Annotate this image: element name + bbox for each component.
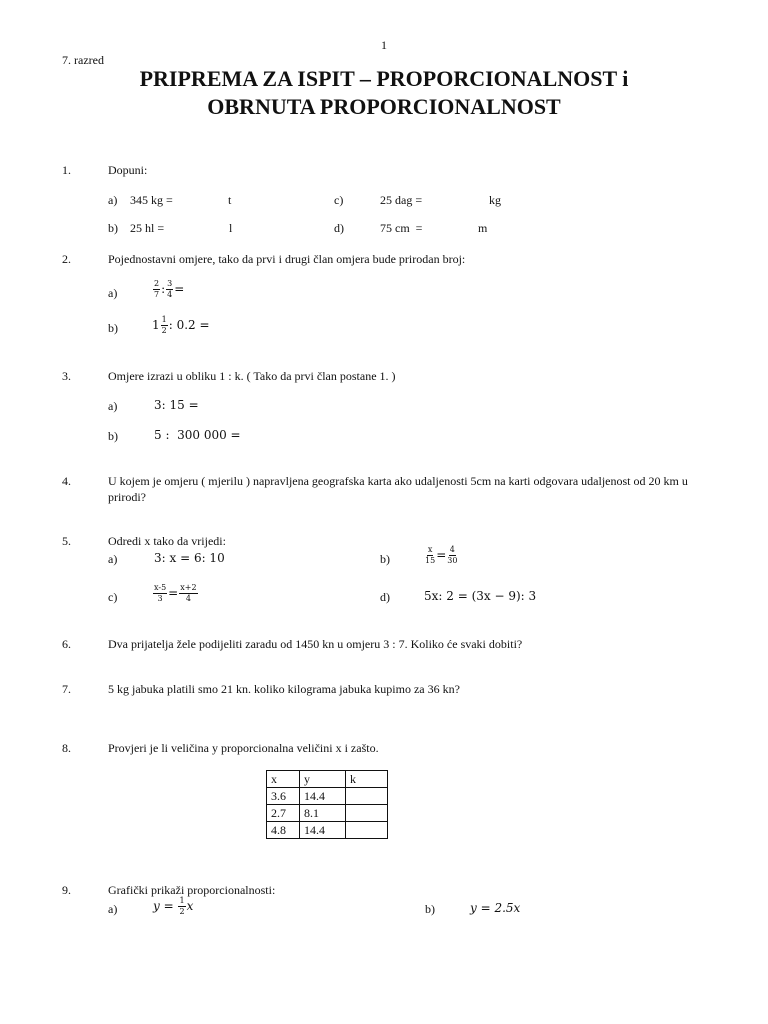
table-cell (346, 822, 388, 839)
title-line-2: OBRNUTA PROPORCIONALNOST (207, 94, 561, 119)
table-header-cell: x (267, 771, 300, 788)
item-label: b) (108, 221, 118, 235)
question-number: 6. (62, 637, 71, 651)
question-number: 2. (62, 252, 71, 266)
item-expression: 5x: 2 = (3x − 9): 3 (424, 589, 537, 603)
item-expression: 25 dag = (380, 193, 423, 207)
table-header-cell: k (346, 771, 388, 788)
question-text: Pojednostavni omjere, tako da prvi i drugi član omjera bude prirodan broj: (108, 252, 466, 266)
item-expression: 3: 15 = (154, 398, 199, 412)
fraction: $\frac{x}{15}$ (425, 545, 436, 565)
question-number: 7. (62, 682, 71, 696)
item-label: a) (108, 399, 118, 413)
item-expression: y = 2.5x (470, 901, 521, 915)
item-label: a) (108, 552, 118, 566)
item-unit: l (229, 221, 233, 235)
item-expression: 345 kg = (130, 193, 173, 207)
question-text: Dopuni: (108, 163, 148, 177)
grade-label: 7. razred (62, 53, 104, 67)
question-text: U kojem je omjeru ( mjerilu ) napravljena geografska karta ako udaljenosti 5cm na karti odgovara udaljenost od 20 km u prirodi? (108, 474, 688, 504)
question-text: Provjeri je li veličina y proporcionalna veličini x i zašto. (108, 741, 379, 755)
title-line-1: PRIPREMA ZA ISPIT – PROPORCIONALNOST i (139, 66, 629, 91)
question-text: Odredi x tako da vrijedi: (108, 534, 226, 548)
table-cell: 3.6 (267, 788, 300, 805)
item-unit: t (228, 193, 232, 207)
question-number: 4. (62, 474, 71, 488)
item-label: c) (334, 193, 344, 207)
page-number: 1 (381, 38, 387, 52)
table-header-cell: y (300, 771, 346, 788)
fraction: $\frac{x-5}{3}$ (154, 583, 167, 603)
question-number: 1. (62, 163, 71, 177)
table-row (267, 788, 388, 805)
item-label: b) (108, 321, 118, 335)
table-row (267, 822, 388, 839)
item-label: d) (334, 221, 344, 235)
table-cell: 4.8 (267, 822, 300, 839)
page-title (0, 65, 768, 121)
item-expression: $\frac{x}{15}$ = $\frac{4}{30}$ (425, 545, 458, 565)
item-expression: 5 : 300 000 = (154, 428, 241, 442)
question-number: 3. (62, 369, 71, 383)
table-cell: 14.4 (300, 788, 346, 805)
item-label: a) (108, 286, 118, 300)
item-expression: 1 $\frac{1}{2}$ : 0.2 = (152, 315, 210, 335)
item-unit: m (478, 221, 488, 235)
fraction: $\frac{2}{7}$ (154, 279, 160, 299)
item-label: c) (108, 590, 118, 604)
item-expression: y = $\frac{1}{2}$ x (153, 896, 194, 916)
question-text: Omjere izrazi u obliku 1 : k. ( Tako da prvi član postane 1. ) (108, 369, 396, 383)
item-unit: kg (489, 193, 501, 207)
fraction: $\frac{x+2}{4}$ (180, 583, 197, 603)
question-text: Grafički prikaži proporcionalnosti: (108, 883, 276, 897)
item-expression: 3: x = 6: 10 (154, 551, 225, 565)
item-label: b) (425, 902, 435, 916)
table-header-row (267, 771, 388, 788)
question-text: 5 kg jabuka platili smo 21 kn. koliko kilograma jabuka kupimo za 36 kn? (108, 682, 460, 696)
fraction: $\frac{4}{30}$ (447, 545, 458, 565)
table-cell: 8.1 (300, 805, 346, 822)
item-label: d) (380, 590, 390, 604)
table-cell (346, 788, 388, 805)
item-label: a) (108, 193, 118, 207)
table-cell: 14.4 (300, 822, 346, 839)
item-expression: 25 hl = (130, 221, 165, 235)
item-expression: 75 cm = (380, 221, 423, 235)
item-label: b) (380, 552, 390, 566)
table-cell (346, 805, 388, 822)
question-number: 8. (62, 741, 71, 755)
table-row (267, 805, 388, 822)
fraction: $\frac{3}{4}$ (167, 279, 173, 299)
item-expression: $\frac{x-5}{3}$ = $\frac{x+2}{4}$ (154, 583, 197, 603)
fraction: $\frac{1}{2}$ (161, 315, 167, 335)
question-number: 9. (62, 883, 71, 897)
item-label: b) (108, 429, 118, 443)
table-cell: 2.7 (267, 805, 300, 822)
question-number: 5. (62, 534, 71, 548)
question-text: Dva prijatelja žele podijeliti zaradu od 1450 kn u omjeru 3 : 7. Koliko će svaki dobiti? (108, 637, 523, 651)
fraction: $\frac{1}{2}$ (179, 896, 185, 916)
proportion-table (266, 770, 388, 839)
item-label: a) (108, 902, 118, 916)
item-expression: $\frac{2}{7}$ : $\frac{3}{4}$ = (154, 279, 185, 299)
